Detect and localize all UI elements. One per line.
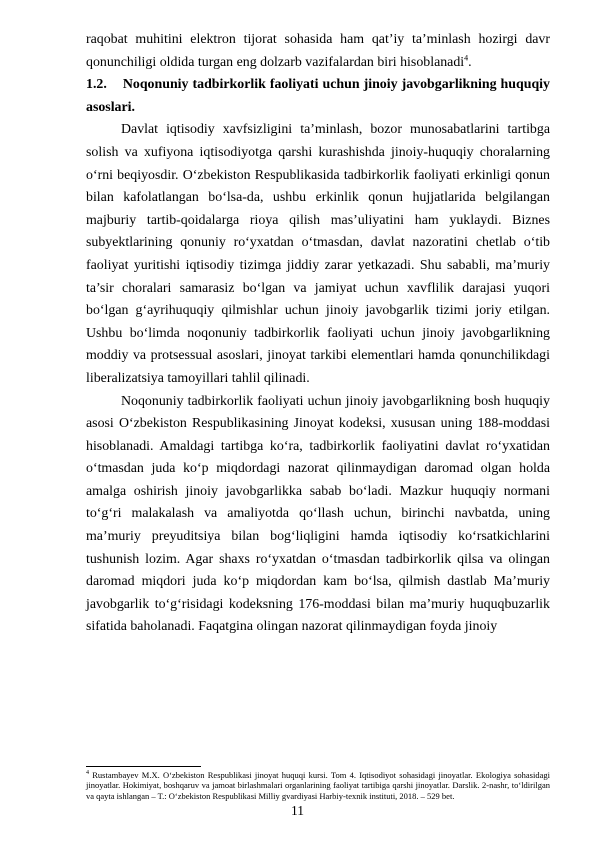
body-text xyxy=(86,29,550,639)
paragraph-1: Davlat iqtisodiy xavfsizligini ta’minlash, bozor munosabatlarini tartibga solish va xufiyona iqtisodiyotga qarshi kurashishda jinoiy-huquqiy choralarning o‘rni beqiyosdir. O‘zbekiston Respublikasida tadbirkorlik faoliyati erkinligi qonun bilan kafolatlangan bo‘lsa-da, ushbu erkinlik qonun hujjatlarida belgilangan majburiy tartib-qoidalarga rioya qilish mas’uliyatini ham yuklaydi. Biznes subyektlarining qonuniy ro‘yxatdan o‘tmasdan, davlat nazoratini chetlab o‘tib faoliyat yuritishi iqtisodiy tizimga jiddiy zarar yetkazadi. Shu sababli, ma’muriy ta’sir choralari samarasiz bo‘lgan va jamiyat uchun xavflilik darajasi yuqori bo‘lgan g‘ayrihuquqiy qilmishlar uchun jinoiy javobgarlik tizimi joriy etilgan. Ushbu bo‘limda noqonuniy tadbirkorlik faoliyati uchun jinoiy javobgarlikning moddiy va protsessual asoslari, jinoyat tarkibi elementlari hamda qonunchilikdagi liberalizatsiya tamoyillari tahlil qilinadi. xyxy=(86,122,550,386)
section-heading xyxy=(86,74,550,119)
section-title: Noqonuniy tadbirkorlik faoliyati uchun jinoiy javobgarlikning huquqiy asoslari. xyxy=(86,77,550,115)
intro-paragraph xyxy=(86,29,550,74)
intro-end: . xyxy=(468,54,472,70)
intro-text: raqobat muhitini elektron tijorat sohasida ham qat’iy ta’minlash hozirgi davr qonunchiligi oldida turgan eng dolzarb vazifalardan biri hisoblanadi xyxy=(86,32,550,70)
section-number: 1.2. xyxy=(86,77,107,93)
footnote-text: Rustambayev M.X. O‘zbekiston Respublikasi jinoyat huquqi kursi. Tom 4. Iqtisodiyot sohasidagi jinoyatlar. Ekologiya sohasidagi jinoyatlar. Hokimiyat, boshqaruv va jamoat birlashmalari organlarining faoliyat tartibiga qarshi jinoyatlar. Darslik. 2-nashr, to‘ldirilgan va qayta ishlangan – T.: O‘zbekiston Respublikasi Milliy gvardiyasi Harbiy-texnik instituti, 2018. – 529 bet. xyxy=(86,770,550,801)
footnote xyxy=(86,770,550,801)
page-number: 11 xyxy=(291,803,304,818)
footnote-separator xyxy=(86,766,201,767)
paragraph-2: Noqonuniy tadbirkorlik faoliyati uchun jinoiy javobgarlikning bosh huquqiy asosi O‘zbekiston Respublikasining Jinoyat kodeksi, xususan uning 188-moddasi hisoblanadi. Amaldagi tartibga ko‘ra, tadbirkorlik faoliyatini davlat ro‘yxatidan o‘tmasdan juda ko‘p miqdordagi nazorat qilinmaydigan daromad olgan holda amalga oshirish jinoiy javobgarlikka sabab bo‘ladi. Mazkur huquqiy normani to‘g‘ri malakalash va amaliyotda qo‘llash uchun, birinchi navbatda, uning ma’muriy preyuditsiya bilan bog‘liqligini hamda iqtisodiy ko‘rsatkichlarini tushunish lozim. Agar shaxs ro‘yxatdan o‘tmasdan tadbirkorlik qilsa va olingan daromad miqdori juda ko‘p miqdordan kam bo‘lsa, qilmish dastlab Ma’muriy javobgarlik to‘g‘risidagi kodeksning 176-moddasi bilan ma’muriy huquqbuzarlik sifatida baholanadi. Faqatgina olingan nazorat qilinmaydigan foyda jinoiy xyxy=(86,393,550,635)
footnote-reference: 4 xyxy=(464,52,469,62)
footnote-number: 4 xyxy=(86,770,89,777)
